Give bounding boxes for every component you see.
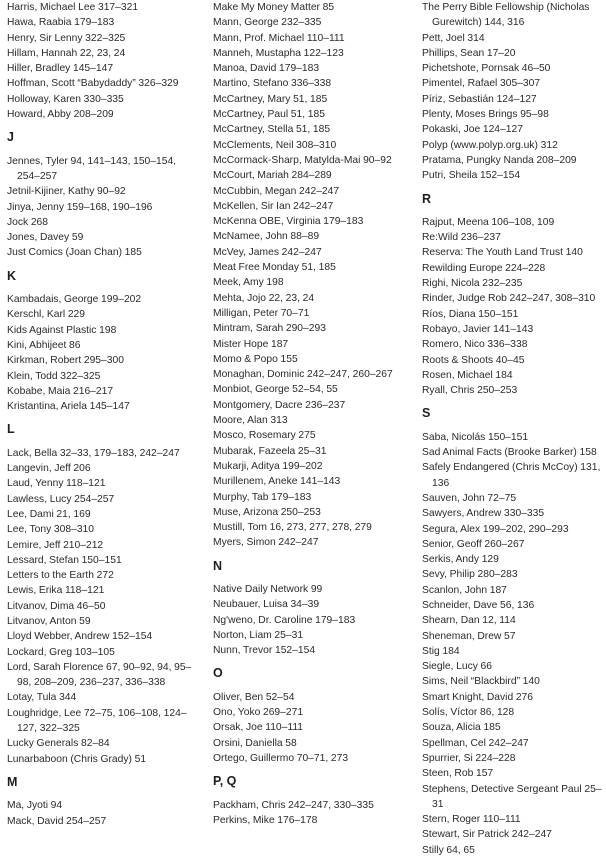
index-entry: Mosco, Rosemary 275 — [213, 430, 316, 442]
index-entry: Lloyd Webber, Andrew 152–154 — [7, 631, 153, 643]
index-entry: Reserva: The Youth Land Trust 140 — [422, 247, 583, 259]
index-entry: Momo & Popo 155 — [213, 353, 298, 365]
index-entry: McCartney, Mary 51, 185 — [213, 93, 328, 105]
index-entry: Howard, Abby 208–209 — [7, 109, 114, 121]
index-entry: Scanlon, John 187 — [422, 584, 507, 596]
index-entry: Montgomery, Dacre 236–237 — [213, 399, 346, 411]
index-entry: Jones, Davey 59 — [7, 232, 84, 244]
index-entry: Murphy, Tab 179–183 — [213, 491, 312, 503]
index-entry: Holloway, Karen 330–335 — [7, 93, 124, 105]
index-entry: McKenna OBE, Virginia 179–183 — [213, 216, 364, 228]
index-entry: Sevy, Philip 280–283 — [422, 569, 518, 581]
index-entry: Mann, Prof. Michael 110–111 — [213, 32, 345, 44]
index-entry: Stilly 64, 65 — [422, 844, 475, 856]
index-letter-heading: O — [213, 666, 223, 681]
index-letter-heading: P, Q — [213, 774, 237, 789]
index-entry: McCartney, Stella 51, 185 — [213, 124, 331, 136]
index-entry: Rinder, Judge Rob 242–247, 308–310 — [422, 293, 596, 305]
index-entry: McNamee, John 88–89 — [213, 231, 320, 243]
index-entry: Pokaski, Joe 124–127 — [422, 124, 523, 136]
index-entry: Mubarak, Fazeela 25–31 — [213, 445, 327, 457]
index-letter-heading: L — [7, 422, 15, 437]
index-entry: Jennes, Tyler 94, 141–143, 150–154, 254–257 — [7, 155, 177, 182]
index-entry: Perkins, Mike 176–178 — [213, 814, 318, 826]
index-entry: Meek, Amy 198 — [213, 277, 284, 289]
index-entry: Martino, Stefano 336–338 — [213, 78, 332, 90]
index-entry: Neubauer, Luisa 34–39 — [213, 599, 320, 611]
index-entry: Serkis, Andy 129 — [422, 554, 499, 566]
index-entry: Pratama, Pungky Nanda 208–209 — [422, 154, 577, 166]
index-entry: Stig 184 — [422, 645, 460, 657]
index-entry: Segura, Alex 199–202, 290–293 — [422, 523, 569, 535]
index-entry: Solís, Víctor 86, 128 — [422, 707, 515, 719]
index-letter-heading: N — [213, 558, 223, 573]
index-entry: Lee, Tony 308–310 — [7, 524, 95, 536]
index-entry: Jetnil-Kijiner, Kathy 90–92 — [7, 186, 126, 198]
index-entry: Native Daily Network 99 — [213, 583, 323, 595]
index-letter-heading: R — [422, 191, 432, 206]
index-entry: Rajput, Meena 106–108, 109 — [422, 216, 555, 228]
index-entry: Kristantina, Ariela 145–147 — [7, 401, 130, 413]
index-entry: Saba, Nicolás 150–151 — [422, 431, 529, 443]
index-entry: Nunn, Trevor 152–154 — [213, 645, 316, 657]
index-entry: Mehta, Jojo 22, 23, 24 — [213, 292, 315, 304]
index-entry: Steen, Rob 157 — [422, 768, 494, 780]
index-entry: Milligan, Peter 70–71 — [213, 307, 310, 319]
index-entry: Monaghan, Dominic 242–247, 260–267 — [213, 369, 393, 381]
index-entry: Lockard, Greg 103–105 — [7, 646, 115, 658]
index-entry: Sims, Neil “Blackbird” 140 — [422, 676, 540, 688]
index-column-right — [422, 0, 606, 858]
index-entry: Rosen, Michael 184 — [422, 369, 513, 381]
index-entry: Sad Animal Facts (Brooke Barker) 158 — [422, 447, 597, 459]
index-entry: Hillam, Hannah 22, 23, 24 — [7, 47, 126, 59]
index-entry: Orsak, Joe 110–111 — [213, 722, 304, 734]
index-entry: McCourt, Mariah 284–289 — [213, 170, 332, 182]
index-entry: Murillenem, Aneke 141–143 — [213, 476, 341, 488]
index-entry: Make My Money Matter 85 — [213, 2, 335, 13]
index-entry: Stewart, Sir Patrick 242–247 — [422, 829, 552, 841]
index-entry: Kini, Abhijeet 86 — [7, 339, 81, 351]
index-entry: Pichetshote, Pornsak 46–50 — [422, 63, 551, 75]
index-entry: Myers, Simon 242–247 — [213, 537, 319, 549]
index-entry: Ma, Jyoti 94 — [7, 800, 63, 812]
index-entry: Hiller, Bradley 145–147 — [7, 63, 114, 75]
index-entry: Lemire, Jeff 210–212 — [7, 539, 104, 551]
index-entry: Loughridge, Lee 72–75, 106–108, 124–127, 322–325 — [7, 707, 187, 735]
index-entry: Mukarji, Aditya 199–202 — [213, 460, 323, 472]
index-entry: Lack, Bella 32–33, 179–183, 242–247 — [7, 447, 180, 459]
index-entry: Langevin, Jeff 206 — [7, 463, 91, 475]
index-entry: Moore, Alan 313 — [213, 415, 288, 427]
index-entry: Safely Endangered (Chris McCoy) 131, 136 — [422, 462, 601, 489]
index-entry: Lawless, Lucy 254–257 — [7, 493, 115, 505]
index-entry: Manoa, David 179–183 — [213, 63, 320, 75]
index-entry: Lotay, Tula 344 — [7, 692, 77, 704]
index-entry: Lord, Sarah Florence 67, 90–92, 94, 95–98, 208–209, 236–237, 336–338 — [7, 661, 192, 689]
index-entry: Stephens, Detective Sergeant Paul 25–31 — [422, 783, 602, 810]
index-entry: McKellen, Sir Ian 242–247 — [213, 200, 334, 212]
index-entry: Lewis, Erika 118–121 — [7, 585, 105, 597]
index-entry: Ono, Yoko 269–271 — [213, 707, 304, 719]
index-entry: Litvanov, Dima 46–50 — [7, 600, 106, 612]
index-entry: McCormack-Sharp, Matylda-Mai 90–92 — [213, 154, 392, 166]
index-entry: Spellman, Cel 242–247 — [422, 737, 529, 749]
index-entry: Righi, Nicola 232–235 — [422, 278, 523, 290]
index-entry: Ryall, Chris 250–253 — [422, 385, 518, 397]
index-letter-heading: J — [7, 130, 14, 145]
index-entry: Sheneman, Drew 57 — [422, 630, 516, 642]
index-entry: The Perry Bible Fellowship (Nicholas Gurewitch) 144, 316 — [422, 2, 590, 29]
index-entry: Píriz, Sebastián 124–127 — [422, 93, 537, 105]
index-entry: Sauven, John 72–75 — [422, 492, 517, 504]
index-entry: Harris, Michael Lee 317–321 — [7, 2, 139, 13]
index-entry: Rewilding Europe 224–228 — [422, 262, 546, 274]
index-entry: Just Comics (Joan Chan) 185 — [7, 247, 142, 259]
index-entry: Robayo, Javier 141–143 — [422, 323, 534, 335]
index-entry: Roots & Shoots 40–45 — [422, 354, 525, 366]
index-entry: Putri, Sheila 152–154 — [422, 170, 521, 182]
index-entry: Monbiot, George 52–54, 55 — [213, 384, 338, 396]
index-entry: McVey, James 242–247 — [213, 246, 322, 258]
index-entry: Romero, Nico 336–338 — [422, 339, 528, 351]
index-entry: Jinya, Jenny 159–168, 190–196 — [7, 201, 153, 213]
index-entry: Norton, Liam 25–31 — [213, 629, 304, 641]
index-entry: Oliver, Ben 52–54 — [213, 691, 295, 703]
index-letter-heading: M — [7, 774, 18, 789]
index-entry: Stern, Roger 110–111 — [422, 814, 521, 826]
index-entry: Spurrier, Si 224–228 — [422, 752, 516, 764]
index-entry: Mack, David 254–257 — [7, 815, 107, 827]
index-entry: Mintram, Sarah 290–293 — [213, 323, 326, 335]
index-entry: Re:Wild 236–237 — [422, 232, 501, 244]
index-entry: Packham, Chris 242–247, 330–335 — [213, 799, 374, 811]
index-entry: Klein, Todd 322–325 — [7, 370, 101, 382]
index-entry: McClements, Neil 308–310 — [213, 139, 337, 151]
index-entry: McCartney, Paul 51, 185 — [213, 109, 325, 121]
index-entry: Kambadais, George 199–202 — [7, 294, 142, 306]
index-entry: Ng'weno, Dr. Caroline 179–183 — [213, 614, 356, 626]
index-entry: Phillips, Sean 17–20 — [422, 47, 516, 59]
index-entry: Pimentel, Rafael 305–307 — [422, 78, 541, 90]
index-entry: Litvanov, Anton 59 — [7, 615, 91, 627]
index-entry: Plenty, Moses Brings 95–98 — [422, 109, 549, 121]
index-entry: Lessard, Stefan 150–151 — [7, 554, 122, 566]
index-column-middle — [213, 0, 409, 828]
index-entry: Henry, Sir Lenny 322–325 — [7, 32, 126, 44]
index-entry: Orsini, Daniella 58 — [213, 737, 297, 749]
index-entry: Laud, Yenny 118–121 — [7, 478, 106, 490]
index-entry: Letters to the Earth 272 — [7, 570, 114, 582]
index-entry: Polyp (www.polyp.org.uk) 312 — [422, 139, 558, 151]
index-entry: Lunarbaboon (Chris Grady) 51 — [7, 753, 147, 765]
index-entry: Shearn, Dan 12, 114 — [422, 615, 516, 627]
index-entry: Muse, Arizona 250–253 — [213, 506, 321, 518]
index-entry: Souza, Alicia 185 — [422, 722, 501, 734]
index-entry: Senior, Geoff 260–267 — [422, 538, 525, 550]
index-entry: Schneider, Dave 56, 136 — [422, 599, 535, 611]
index-letter-heading: S — [422, 406, 431, 421]
index-entry: Ríos, Diana 150–151 — [422, 308, 519, 320]
index-entry: Hoffman, Scott “Babydaddy” 326–329 — [7, 78, 179, 90]
index-entry: Lucky Generals 82–84 — [7, 738, 110, 750]
index-entry: Siegle, Lucy 66 — [422, 661, 493, 673]
index-entry: Jock 268 — [7, 216, 49, 228]
index-column-left — [7, 0, 197, 829]
index-entry: Lee, Dami 21, 169 — [7, 508, 91, 520]
index-entry: Mustill, Tom 16, 273, 277, 278, 279 — [213, 522, 372, 534]
index-entry: Mister Hope 187 — [213, 338, 289, 350]
index-entry: McCubbin, Megan 242–247 — [213, 185, 340, 197]
index-entry: Pett, Joel 314 — [422, 32, 485, 44]
index-entry: Kids Against Plastic 198 — [7, 324, 117, 336]
index-entry: Kerschl, Karl 229 — [7, 309, 86, 321]
index-entry: Hawa, Raabia 179–183 — [7, 17, 115, 29]
index-letter-heading: K — [7, 268, 17, 283]
index-entry: Meat Free Monday 51, 185 — [213, 262, 336, 274]
index-entry: Kobabe, Maia 216–217 — [7, 385, 114, 397]
index-entry: Sawyers, Andrew 330–335 — [422, 508, 545, 520]
index-entry: Smart Knight, David 276 — [422, 691, 534, 703]
index-entry: Mann, George 232–335 — [213, 17, 322, 29]
index-entry: Kirkman, Robert 295–300 — [7, 355, 124, 367]
index-entry: Manneh, Mustapha 122–123 — [213, 47, 344, 59]
index-entry: Ortego, Guillermo 70–71, 273 — [213, 752, 349, 764]
